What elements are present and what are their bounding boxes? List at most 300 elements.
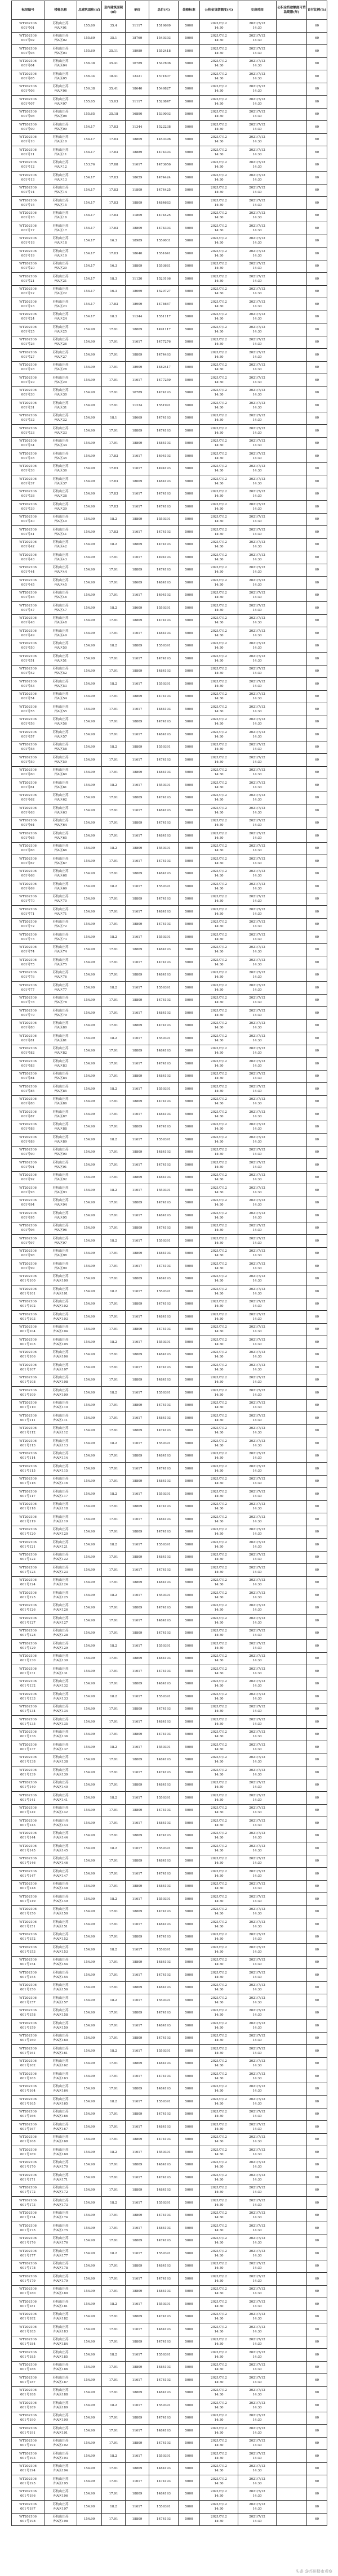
- cell-down-payment: 60: [307, 159, 327, 172]
- cell-unit-price: 11617: [126, 1032, 149, 1045]
- cell-down-payment: 60: [307, 2298, 327, 2311]
- cell-unit-price: 11617: [126, 1868, 149, 1881]
- cell-down-payment: 60: [307, 1197, 327, 1210]
- cell-loan-term: [277, 2032, 307, 2045]
- cell-area: 154.99: [77, 1602, 102, 1615]
- table-row: [12, 1184, 327, 1197]
- cell-inner-area: 17.91: [102, 2235, 126, 2247]
- cell-loan: 2021/7/12 14:30: [200, 2096, 238, 2109]
- cell-code: WT202106 001号77: [12, 982, 45, 995]
- cell-code: WT202106 001号33: [12, 425, 45, 438]
- cell-building: 苏杭山庄苏 州A区77: [45, 982, 77, 995]
- cell-decoration: 5000: [179, 1032, 200, 1045]
- cell-area: 154.99: [77, 1754, 102, 1766]
- cell-loan: 2021/7/12 14:30: [200, 1070, 238, 1083]
- cell-inner-area: 17.91: [102, 2020, 126, 2033]
- cell-delivery: 2021/7/12 14:30: [238, 1652, 277, 1665]
- cell-down-payment: 60: [307, 1931, 327, 1944]
- cell-area: 154.99: [77, 488, 102, 501]
- cell-building: 苏杭山庄苏 州A区146: [45, 1855, 77, 1868]
- cell-total-price: 1474193: [149, 653, 179, 666]
- table-row: [12, 1855, 327, 1868]
- cell-inner-area: 17.91: [102, 716, 126, 729]
- cell-delivery: 2021/7/12 14:30: [238, 1348, 277, 1361]
- cell-delivery: 2021/7/12 14:30: [238, 653, 277, 666]
- cell-down-payment: 60: [307, 741, 327, 754]
- cell-delivery: 2021/7/12 14:30: [238, 1171, 277, 1184]
- cell-delivery: 2021/7/12 14:30: [238, 1880, 277, 1893]
- cell-decoration: 5000: [179, 943, 200, 956]
- cell-building: 苏杭山庄苏 州A区142: [45, 1804, 77, 1817]
- cell-code: WT202106 001号98: [12, 1247, 45, 1260]
- cell-area: 154.17: [77, 121, 102, 134]
- cell-code: WT202106 001号169: [12, 2146, 45, 2159]
- cell-building: 苏杭山庄苏 州A区16: [45, 209, 77, 222]
- cell-decoration: 5000: [179, 462, 200, 475]
- cell-building: 苏杭山庄苏 州A区44: [45, 564, 77, 577]
- cell-area: 154.99: [77, 2285, 102, 2298]
- table-row: [12, 1539, 327, 1552]
- cell-code: WT202106 001号87: [12, 1108, 45, 1121]
- table-row: [12, 2083, 327, 2096]
- cell-building: 苏杭山庄苏 州A区124: [45, 1576, 77, 1589]
- cell-loan-term: [277, 1602, 307, 1615]
- cell-down-payment: 60: [307, 437, 327, 450]
- cell-down-payment: 60: [307, 1311, 327, 1324]
- cell-unit-price: 11617: [126, 2273, 149, 2286]
- cell-decoration: 5000: [179, 969, 200, 982]
- cell-unit-price: 11617: [126, 804, 149, 817]
- cell-loan-term: [277, 538, 307, 551]
- cell-down-payment: 60: [307, 2070, 327, 2083]
- cell-decoration: 5000: [179, 1829, 200, 1842]
- cell-building: 苏杭山庄苏 州A区37: [45, 475, 77, 488]
- table-row: [12, 197, 327, 210]
- cell-decoration: 5000: [179, 260, 200, 273]
- cell-loan: 2021/7/12 14:30: [200, 108, 238, 121]
- table-row: [12, 1045, 327, 1058]
- cell-total-price: 1484193: [149, 1551, 179, 1564]
- cell-decoration: 5000: [179, 1905, 200, 1918]
- table-row: [12, 1500, 327, 1513]
- cell-loan-term: [277, 1450, 307, 1463]
- table-row: [12, 627, 327, 640]
- cell-inner-area: 17.91: [102, 1602, 126, 1615]
- cell-total-price: 1559391: [149, 2096, 179, 2109]
- table-row: [12, 589, 327, 602]
- cell-area: 154.99: [77, 462, 102, 475]
- cell-unit-price: 11617: [126, 1513, 149, 1526]
- cell-unit-price: 18809: [126, 1905, 149, 1918]
- cell-inner-area: 17.91: [102, 1513, 126, 1526]
- cell-delivery: 2021/7/12 14:30: [238, 1944, 277, 1957]
- cell-total-price: 1474193: [149, 1766, 179, 1779]
- cell-decoration: 5000: [179, 1171, 200, 1184]
- cell-inner-area: 17.91: [102, 2273, 126, 2286]
- cell-delivery: 2021/7/12 14:30: [238, 2247, 277, 2260]
- cell-code: WT202106 001号148: [12, 1880, 45, 1893]
- cell-loan: 2021/7/12 14:30: [200, 817, 238, 830]
- watermark: 头条 @苏州楼市观察: [295, 2569, 332, 2574]
- cell-building: 苏杭山庄苏 州A区41: [45, 526, 77, 539]
- cell-total-price: 1559391: [149, 1893, 179, 1906]
- cell-delivery: 2021/7/12 14:30: [238, 1931, 277, 1944]
- table-row: [12, 577, 327, 590]
- cell-building: 苏杭山庄苏 州A区181: [45, 2298, 77, 2311]
- cell-delivery: 2021/7/12 14:30: [238, 1627, 277, 1640]
- cell-delivery: 2021/7/12 14:30: [238, 2450, 277, 2463]
- cell-loan-term: [277, 2184, 307, 2197]
- cell-delivery: 2021/7/12 14:30: [238, 1083, 277, 1096]
- cell-decoration: 5000: [179, 1855, 200, 1868]
- cell-building: 苏杭山庄苏 州A区89: [45, 1134, 77, 1147]
- cell-code: WT202106 001号74: [12, 943, 45, 956]
- cell-area: 154.99: [77, 349, 102, 362]
- cell-loan: 2021/7/12 14:30: [200, 146, 238, 159]
- cell-building: 苏杭山庄苏 州A区160: [45, 2032, 77, 2045]
- cell-delivery: 2021/7/12 14:30: [238, 867, 277, 880]
- cell-code: WT202106 001号10: [12, 133, 45, 146]
- cell-loan-term: [277, 184, 307, 197]
- header-down-payment: 首付比例(%): [307, 1, 327, 20]
- cell-total-price: 1551991: [149, 399, 179, 412]
- table-row: [12, 2310, 327, 2323]
- cell-code: WT202106 001号03: [12, 45, 45, 58]
- cell-loan: 2021/7/12 14:30: [200, 2209, 238, 2222]
- table-row: [12, 792, 327, 804]
- cell-inner-area: 18.2: [102, 2399, 126, 2412]
- cell-decoration: 5000: [179, 2488, 200, 2501]
- cell-decoration: 5000: [179, 1070, 200, 1083]
- cell-building: 苏杭山庄苏 州A区119: [45, 1513, 77, 1526]
- cell-loan: 2021/7/12 14:30: [200, 589, 238, 602]
- table-row: [12, 1007, 327, 1020]
- cell-loan: 2021/7/12 14:30: [200, 1564, 238, 1577]
- cell-loan: 2021/7/12 14:30: [200, 1716, 238, 1729]
- cell-total-price: 1484193: [149, 2184, 179, 2197]
- cell-unit-price: 11617: [126, 2197, 149, 2210]
- cell-delivery: 2021/7/12 14:30: [238, 2121, 277, 2134]
- table-row: [12, 32, 327, 45]
- cell-loan: 2021/7/12 14:30: [200, 2285, 238, 2298]
- cell-decoration: 5000: [179, 982, 200, 995]
- cell-loan-term: [277, 1855, 307, 1868]
- table-row: [12, 1703, 327, 1716]
- cell-decoration: 5000: [179, 1551, 200, 1564]
- cell-building: 苏杭山庄苏 州A区178: [45, 2260, 77, 2273]
- cell-total-price: 1474193: [149, 1500, 179, 1513]
- cell-loan-term: [277, 1463, 307, 1476]
- cell-loan: 2021/7/12 14:30: [200, 2032, 238, 2045]
- cell-building: 苏杭山庄苏 州A区35: [45, 450, 77, 463]
- table-row: [12, 437, 327, 450]
- cell-total-price: 1484193: [149, 1311, 179, 1324]
- table-body: [12, 20, 327, 2526]
- cell-unit-price: 18809: [126, 1576, 149, 1589]
- cell-decoration: 5000: [179, 1437, 200, 1450]
- cell-total-price: 1484193: [149, 2323, 179, 2336]
- cell-unit-price: 18809: [126, 2336, 149, 2349]
- cell-loan-term: [277, 1032, 307, 1045]
- cell-unit-price: 11617: [126, 1387, 149, 1400]
- cell-decoration: 5000: [179, 146, 200, 159]
- cell-loan: 2021/7/12 14:30: [200, 2310, 238, 2323]
- cell-unit-price: 18809: [126, 1070, 149, 1083]
- header-delivery: 交房时间: [238, 1, 277, 20]
- cell-delivery: 2021/7/12 14:30: [238, 741, 277, 754]
- cell-total-price: 1484193: [149, 1108, 179, 1121]
- cell-loan-term: [277, 2462, 307, 2475]
- cell-inner-area: 17.91: [102, 1969, 126, 1982]
- cell-code: WT202106 001号112: [12, 1424, 45, 1437]
- cell-decoration: 5000: [179, 2159, 200, 2172]
- cell-delivery: 2021/7/12 14:30: [238, 893, 277, 906]
- cell-code: WT202106 001号191: [12, 2425, 45, 2438]
- table-row: [12, 1121, 327, 1134]
- cell-code: WT202106 001号81: [12, 1032, 45, 1045]
- cell-inner-area: 35.18: [102, 108, 126, 121]
- cell-unit-price: 18809: [126, 2513, 149, 2526]
- cell-decoration: 5000: [179, 1450, 200, 1463]
- cell-down-payment: 60: [307, 690, 327, 703]
- table-row: [12, 2222, 327, 2235]
- cell-area: 154.99: [77, 956, 102, 969]
- cell-inner-area: 17.91: [102, 956, 126, 969]
- cell-total-price: 1494193: [149, 551, 179, 564]
- cell-loan-term: [277, 2083, 307, 2096]
- cell-decoration: 5000: [179, 741, 200, 754]
- cell-down-payment: 60: [307, 2007, 327, 2020]
- cell-area: 154.99: [77, 1703, 102, 1716]
- cell-unit-price: 18609: [126, 475, 149, 488]
- cell-inner-area: 17.91: [102, 1678, 126, 1691]
- cell-loan: 2021/7/12 14:30: [200, 1019, 238, 1032]
- table-row: [12, 2323, 327, 2336]
- cell-decoration: 5000: [179, 1323, 200, 1336]
- cell-loan-term: [277, 209, 307, 222]
- table-row: [12, 2425, 327, 2438]
- cell-total-price: 1559391: [149, 2146, 179, 2159]
- cell-code: WT202106 001号94: [12, 1197, 45, 1210]
- cell-down-payment: 60: [307, 1627, 327, 1640]
- cell-building: 苏杭山庄苏 州A区19: [45, 248, 77, 260]
- cell-area: 154.99: [77, 2121, 102, 2134]
- cell-area: 154.99: [77, 2336, 102, 2349]
- cell-area: 154.99: [77, 374, 102, 387]
- cell-code: WT202106 001号184: [12, 2336, 45, 2349]
- cell-unit-price: 11617: [126, 1640, 149, 1653]
- cell-area: 154.99: [77, 817, 102, 830]
- cell-loan-term: [277, 577, 307, 590]
- cell-unit-price: 18809: [126, 1804, 149, 1817]
- cell-delivery: 2021/7/12 14:30: [238, 2260, 277, 2273]
- cell-loan-term: [277, 1576, 307, 1589]
- cell-unit-price: 11617: [126, 880, 149, 893]
- cell-decoration: 5000: [179, 273, 200, 286]
- table-row: [12, 1691, 327, 1703]
- cell-building: 苏杭山庄苏 州A区86: [45, 1095, 77, 1108]
- cell-decoration: 5000: [179, 1754, 200, 1766]
- cell-area: 154.99: [77, 2488, 102, 2501]
- cell-inner-area: 17.91: [102, 2108, 126, 2121]
- cell-code: WT202106 001号65: [12, 830, 45, 843]
- cell-down-payment: 60: [307, 2096, 327, 2109]
- cell-loan: 2021/7/12 14:30: [200, 248, 238, 260]
- cell-unit-price: 11617: [126, 2475, 149, 2488]
- cell-loan-term: [277, 2159, 307, 2172]
- cell-inner-area: 17.91: [102, 1829, 126, 1842]
- cell-loan: 2021/7/12 14:30: [200, 399, 238, 412]
- cell-down-payment: 60: [307, 450, 327, 463]
- cell-total-price: 1559391: [149, 1589, 179, 1602]
- cell-inner-area: 16.3: [102, 260, 126, 273]
- cell-loan: 2021/7/12 14:30: [200, 235, 238, 248]
- cell-inner-area: 17.91: [102, 653, 126, 666]
- cell-code: WT202106 001号115: [12, 1463, 45, 1476]
- cell-down-payment: 60: [307, 1007, 327, 1020]
- cell-unit-price: 11617: [126, 1792, 149, 1805]
- cell-delivery: 2021/7/12 14:30: [238, 1045, 277, 1058]
- cell-area: 154.99: [77, 2386, 102, 2399]
- cell-loan-term: [277, 1665, 307, 1678]
- table-row: [12, 209, 327, 222]
- cell-loan-term: [277, 2437, 307, 2450]
- cell-delivery: 2021/7/12 14:30: [238, 627, 277, 640]
- cell-decoration: 5000: [179, 2513, 200, 2526]
- cell-loan-term: [277, 1640, 307, 1653]
- cell-decoration: 5000: [179, 20, 200, 33]
- cell-unit-price: 18809: [126, 323, 149, 336]
- cell-building: 苏杭山庄苏 州A区113: [45, 1437, 77, 1450]
- cell-building: 苏杭山庄苏 州A区03: [45, 45, 77, 58]
- cell-total-price: 1474193: [149, 564, 179, 577]
- cell-loan-term: [277, 1045, 307, 1058]
- cell-code: WT202106 001号02: [12, 32, 45, 45]
- cell-code: WT202106 001号144: [12, 1829, 45, 1842]
- cell-down-payment: 60: [307, 2412, 327, 2425]
- cell-code: WT202106 001号44: [12, 564, 45, 577]
- cell-code: WT202106 001号84: [12, 1070, 45, 1083]
- cell-inner-area: 17.91: [102, 1095, 126, 1108]
- cell-total-price: 1474193: [149, 1868, 179, 1881]
- cell-decoration: 5000: [179, 1691, 200, 1703]
- cell-total-price: 1474193: [149, 1627, 179, 1640]
- cell-total-price: 1474193: [149, 2437, 179, 2450]
- cell-code: WT202106 001号06: [12, 83, 45, 96]
- cell-unit-price: 11617: [126, 1665, 149, 1678]
- cell-inner-area: 18.2: [102, 1437, 126, 1450]
- cell-building: 苏杭山庄苏 州A区47: [45, 602, 77, 615]
- table-row: [12, 1513, 327, 1526]
- cell-total-price: 1484193: [149, 729, 179, 741]
- cell-code: WT202106 001号133: [12, 1691, 45, 1703]
- cell-code: WT202106 001号27: [12, 349, 45, 362]
- cell-down-payment: 60: [307, 1184, 327, 1197]
- cell-loan-term: [277, 298, 307, 311]
- cell-building: 苏杭山庄苏 州A区163: [45, 2070, 77, 2083]
- cell-delivery: 2021/7/12 14:30: [238, 298, 277, 311]
- cell-down-payment: 60: [307, 248, 327, 260]
- cell-unit-price: 11617: [126, 589, 149, 602]
- cell-code: WT202106 001号142: [12, 1804, 45, 1817]
- cell-loan: 2021/7/12 14:30: [200, 1336, 238, 1349]
- cell-decoration: 5000: [179, 349, 200, 362]
- cell-loan-term: [277, 2108, 307, 2121]
- cell-code: WT202106 001号102: [12, 1298, 45, 1311]
- cell-total-price: 1484193: [149, 943, 179, 956]
- cell-total-price: 1474193: [149, 2310, 179, 2323]
- cell-building: 苏杭山庄苏 州A区152: [45, 1931, 77, 1944]
- cell-unit-price: 11617: [126, 1918, 149, 1931]
- cell-decoration: 5000: [179, 1944, 200, 1957]
- cell-area: 154.99: [77, 1539, 102, 1552]
- cell-area: 154.99: [77, 1691, 102, 1703]
- cell-decoration: 5000: [179, 2172, 200, 2184]
- cell-down-payment: 60: [307, 2108, 327, 2121]
- cell-total-price: 1494193: [149, 450, 179, 463]
- cell-loan: 2021/7/12 14:30: [200, 969, 238, 982]
- cell-loan: 2021/7/12 14:30: [200, 653, 238, 666]
- cell-code: WT202106 001号13: [12, 172, 45, 185]
- cell-down-payment: 60: [307, 893, 327, 906]
- cell-unit-price: 18809: [126, 513, 149, 526]
- cell-decoration: 5000: [179, 627, 200, 640]
- cell-code: WT202106 001号179: [12, 2273, 45, 2286]
- cell-inner-area: 18.2: [102, 2096, 126, 2109]
- cell-loan: 2021/7/12 14:30: [200, 1121, 238, 1134]
- cell-delivery: 2021/7/12 14:30: [238, 2336, 277, 2349]
- cell-area: 154.99: [77, 2374, 102, 2387]
- cell-down-payment: 60: [307, 2197, 327, 2210]
- cell-total-price: 1474493: [149, 349, 179, 362]
- cell-down-payment: 60: [307, 1855, 327, 1868]
- cell-building: 苏杭山庄苏 州A区126: [45, 1602, 77, 1615]
- cell-delivery: 2021/7/12 14:30: [238, 1374, 277, 1387]
- cell-inner-area: 17.91: [102, 830, 126, 843]
- cell-inner-area: 16.3: [102, 285, 126, 298]
- cell-code: WT202106 001号40: [12, 513, 45, 526]
- cell-total-price: 1474193: [149, 386, 179, 399]
- cell-total-price: 1474193: [149, 1424, 179, 1437]
- cell-unit-price: 11617: [126, 931, 149, 944]
- header-building: 楼栋名称: [45, 1, 77, 20]
- cell-inner-area: 17.83: [102, 475, 126, 488]
- cell-decoration: 5000: [179, 1285, 200, 1298]
- cell-inner-area: 17.83: [102, 462, 126, 475]
- cell-inner-area: 18.2: [102, 2450, 126, 2463]
- cell-code: WT202106 001号101: [12, 1285, 45, 1298]
- cell-area: 156.38: [77, 83, 102, 96]
- cell-decoration: 5000: [179, 1956, 200, 1969]
- cell-code: WT202106 001号105: [12, 1336, 45, 1349]
- cell-loan: 2021/7/12 14:30: [200, 1615, 238, 1628]
- cell-down-payment: 60: [307, 1222, 327, 1235]
- table-row: [12, 450, 327, 463]
- cell-unit-price: 18809: [126, 1703, 149, 1716]
- cell-inner-area: 17.83: [102, 526, 126, 539]
- cell-unit-price: 18809: [126, 640, 149, 653]
- cell-loan-term: [277, 2235, 307, 2247]
- cell-down-payment: 60: [307, 184, 327, 197]
- cell-inner-area: 35.11: [102, 45, 126, 58]
- price-table: [11, 1, 327, 2526]
- cell-code: WT202106 001号194: [12, 2462, 45, 2475]
- cell-building: 苏杭山庄苏 州A区194: [45, 2462, 77, 2475]
- cell-loan-term: [277, 551, 307, 564]
- cell-loan: 2021/7/12 14:30: [200, 1766, 238, 1779]
- table-row: [12, 1361, 327, 1374]
- cell-total-price: 1474193: [149, 792, 179, 804]
